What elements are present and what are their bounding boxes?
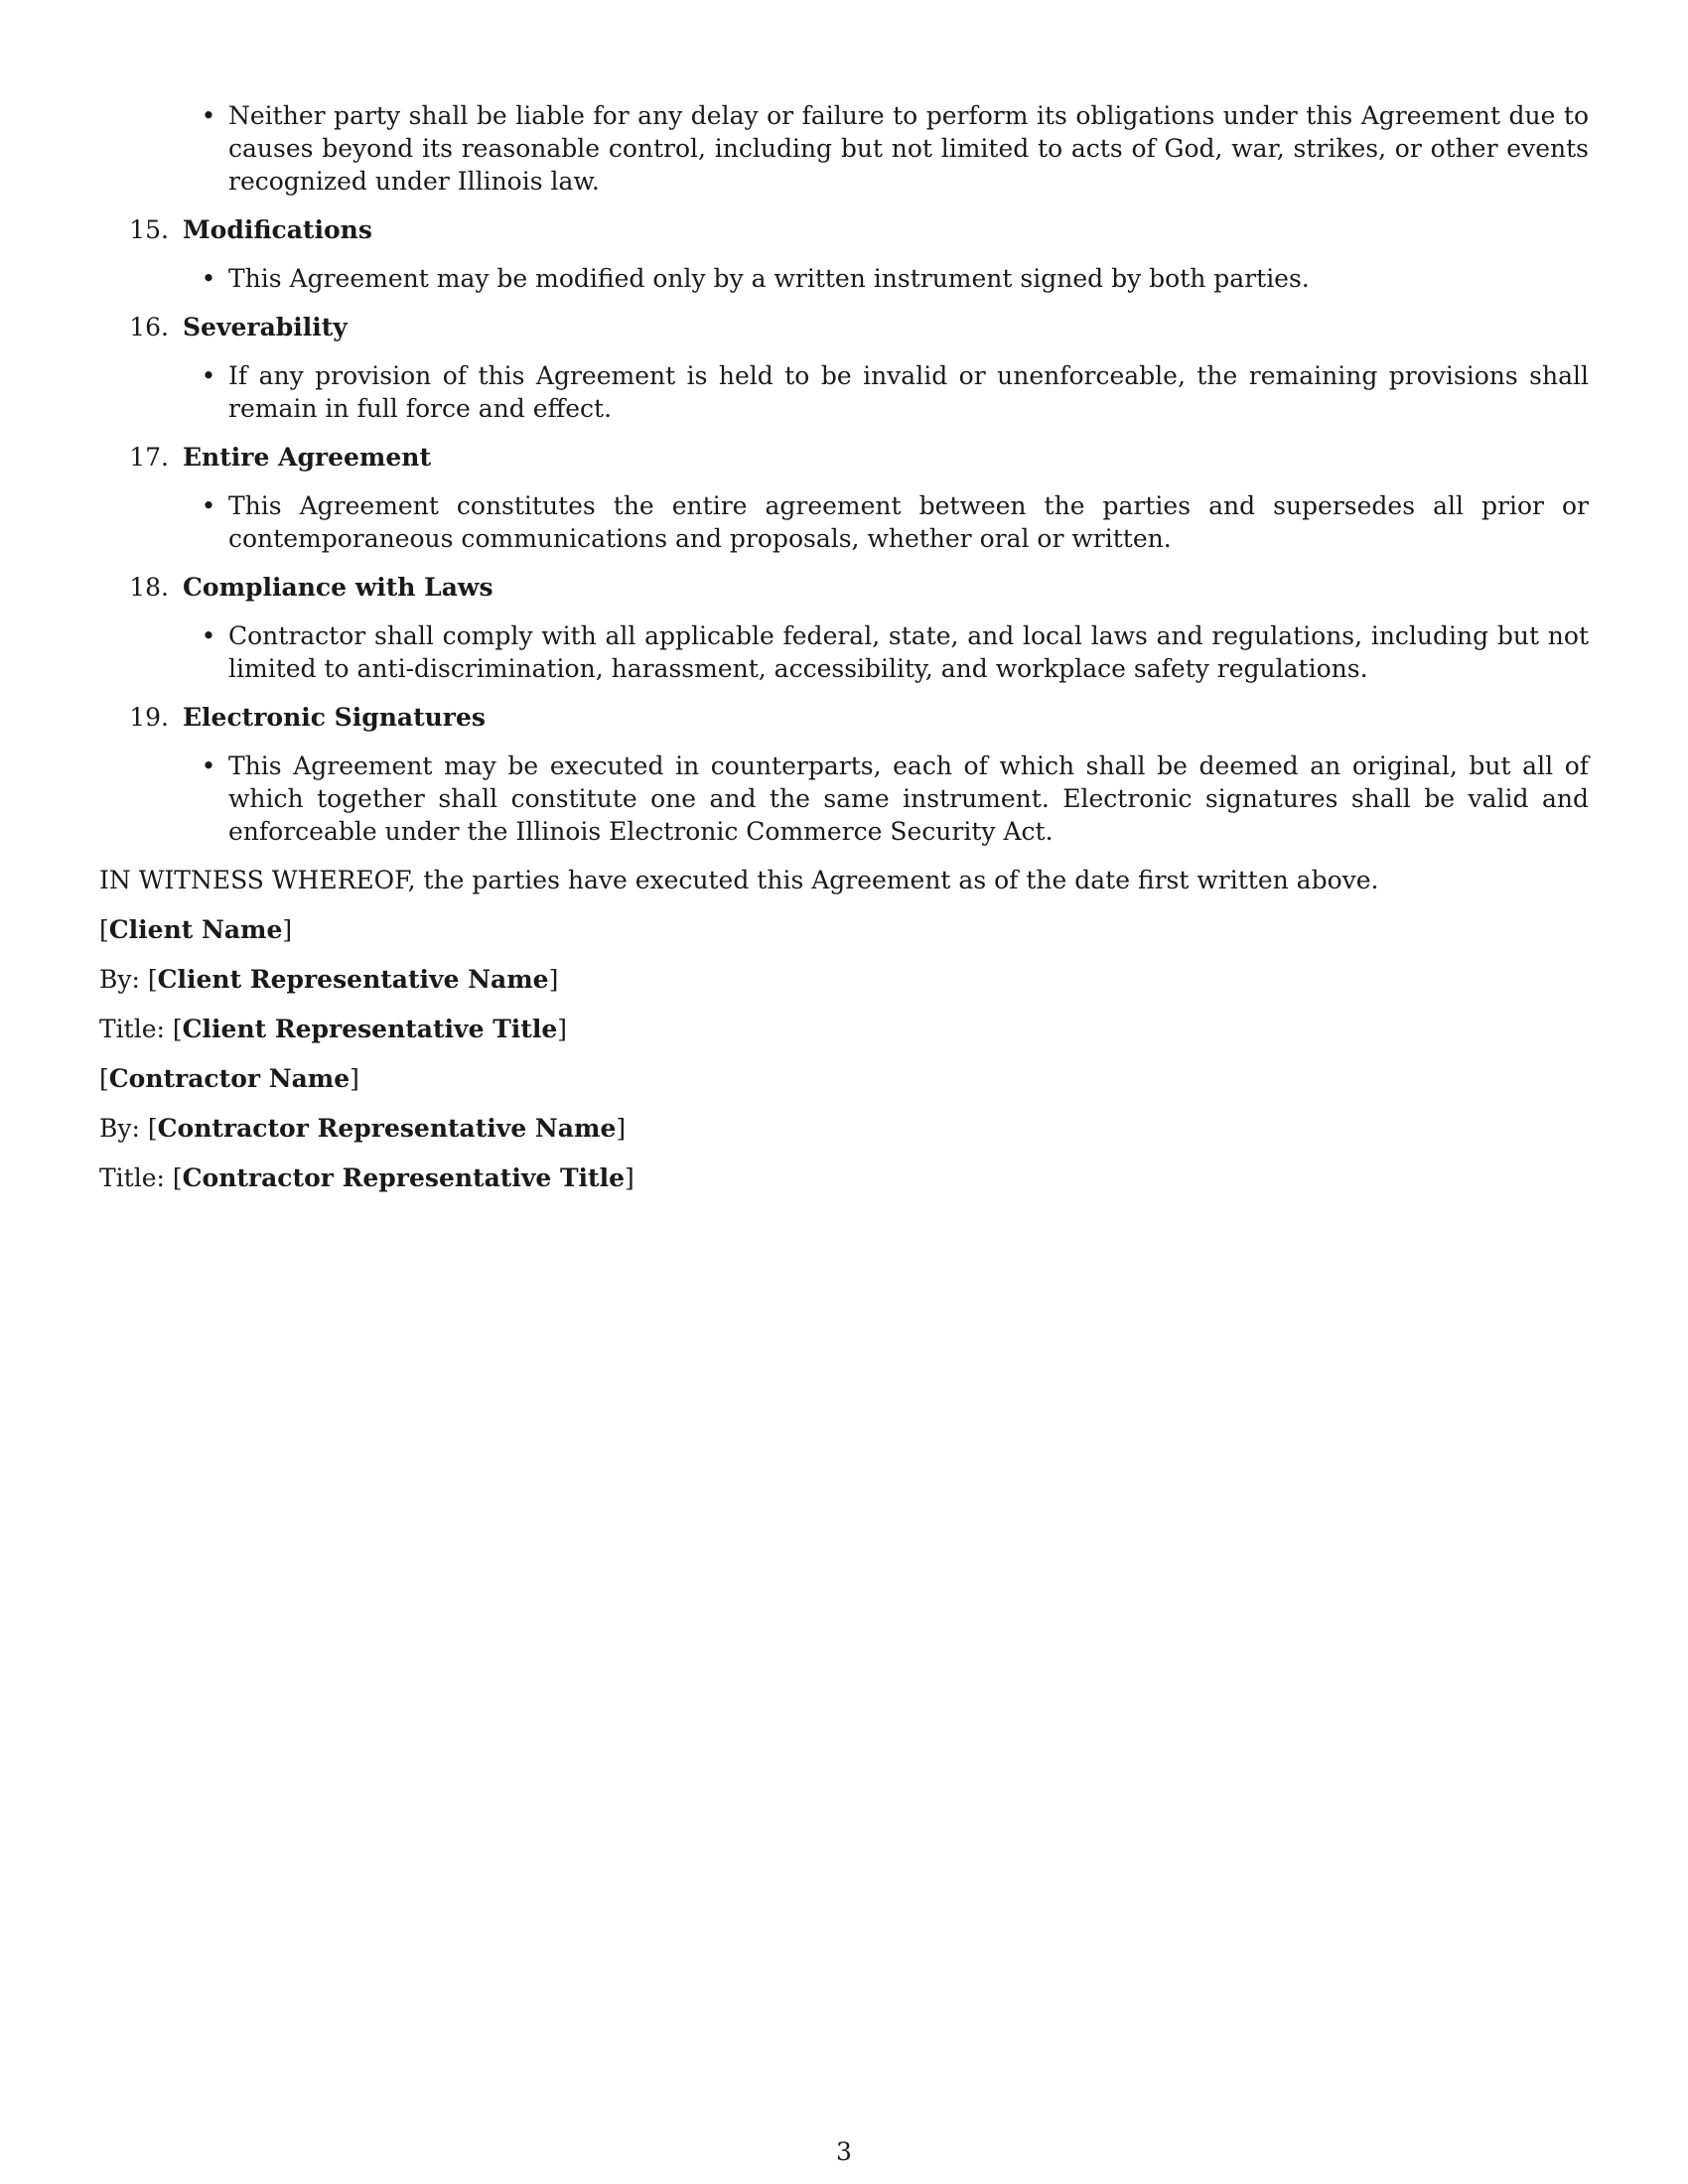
page-number: 3	[836, 2137, 852, 2166]
contractor-name: Contractor Name	[108, 1064, 351, 1093]
bullet-icon: •	[201, 751, 216, 780]
section-compliance-with-laws	[99, 571, 1589, 685]
bullet-text: Neither party shall be liable for any delay or failure to perform its obligations under this Agreement due to causes beyond its reasonable control, including but not limited to acts of God, war, strikes, or other events recognized under Illinois law.	[228, 101, 1589, 196]
document-page	[99, 99, 1589, 1194]
section-number: 17.	[129, 443, 169, 472]
section-bullet-list	[99, 750, 1589, 848]
bullet-icon: •	[201, 621, 216, 650]
client-title-line: Title: [Client Representative Title]	[99, 1015, 568, 1043]
section-title: Electronic Signatures	[183, 703, 486, 732]
client-name-line: [Client Name]	[99, 915, 293, 944]
contractor-title-line: Title: [Contractor Representative Title]	[99, 1163, 634, 1192]
section-bullet-list	[99, 359, 1589, 425]
title-label: Title:	[99, 1015, 165, 1043]
title-label: Title:	[99, 1163, 165, 1192]
bullet-text: Contractor shall comply with all applicable federal, state, and local laws and regulations, including but not limited to anti-discrimination, harassment, accessibility, and workplace safety regulations.	[228, 621, 1589, 683]
section-bullet-list	[99, 489, 1589, 555]
client-name: Client Name	[108, 915, 283, 944]
section-number: 19.	[129, 703, 169, 732]
section-bullet-item	[99, 750, 1589, 848]
section-title: Entire Agreement	[183, 443, 431, 472]
contractor-name-line: [Contractor Name]	[99, 1064, 359, 1093]
section-heading	[99, 701, 1589, 734]
by-label: By:	[99, 965, 140, 994]
section-bullet-item	[99, 262, 1589, 295]
section-number: 15.	[129, 215, 169, 244]
section-bullet-list	[99, 262, 1589, 295]
section-title: Modifications	[183, 215, 372, 244]
section-heading	[99, 311, 1589, 343]
section-number: 18.	[129, 573, 169, 602]
by-label: By:	[99, 1114, 140, 1143]
continued-bullet-item	[99, 99, 1589, 198]
client-representative-title: Client Representative Title	[182, 1015, 558, 1043]
bullet-icon: •	[201, 264, 216, 293]
section-heading	[99, 571, 1589, 604]
section-title: Severability	[183, 313, 348, 341]
contractor-by-line: By: [Contractor Representative Name]	[99, 1114, 627, 1143]
section-bullet-item	[99, 489, 1589, 555]
section-entire-agreement	[99, 441, 1589, 555]
section-electronic-signatures	[99, 701, 1589, 848]
bullet-icon: •	[201, 491, 216, 520]
client-by-line: By: [Client Representative Name]	[99, 965, 559, 994]
section-title: Compliance with Laws	[183, 573, 493, 602]
section-bullet-list	[99, 619, 1589, 685]
contractor-representative-name: Contractor Representative Name	[157, 1114, 617, 1143]
continued-bullet-list	[99, 99, 1589, 198]
section-modifications	[99, 213, 1589, 295]
witness-statement: IN WITNESS WHEREOF, the parties have executed this Agreement as of the date first written above.	[99, 866, 1379, 894]
bullet-text: If any provision of this Agreement is held to be invalid or unenforceable, the remaining provisions shall remain in full force and effect.	[228, 361, 1589, 423]
client-representative-name: Client Representative Name	[157, 965, 549, 994]
section-number: 16.	[129, 313, 169, 341]
bullet-text: This Agreement may be executed in counterparts, each of which shall be deemed an original, but all of which together shall constitute one and the same instrument. Electronic signatures shall be valid and enforceable under the Illinois Electronic Commerce Security Act.	[228, 751, 1589, 846]
section-heading	[99, 213, 1589, 246]
contractor-representative-title: Contractor Representative Title	[182, 1163, 626, 1192]
bullet-icon: •	[201, 101, 216, 130]
section-heading	[99, 441, 1589, 474]
bullet-text: This Agreement may be modified only by a written instrument signed by both parties.	[228, 264, 1310, 293]
bullet-icon: •	[201, 361, 216, 390]
section-severability	[99, 311, 1589, 425]
section-bullet-item	[99, 619, 1589, 685]
section-bullet-item	[99, 359, 1589, 425]
bullet-text: This Agreement constitutes the entire agreement between the parties and supersedes all prior or contemporaneous communications and proposals, whether oral or written.	[228, 491, 1589, 553]
